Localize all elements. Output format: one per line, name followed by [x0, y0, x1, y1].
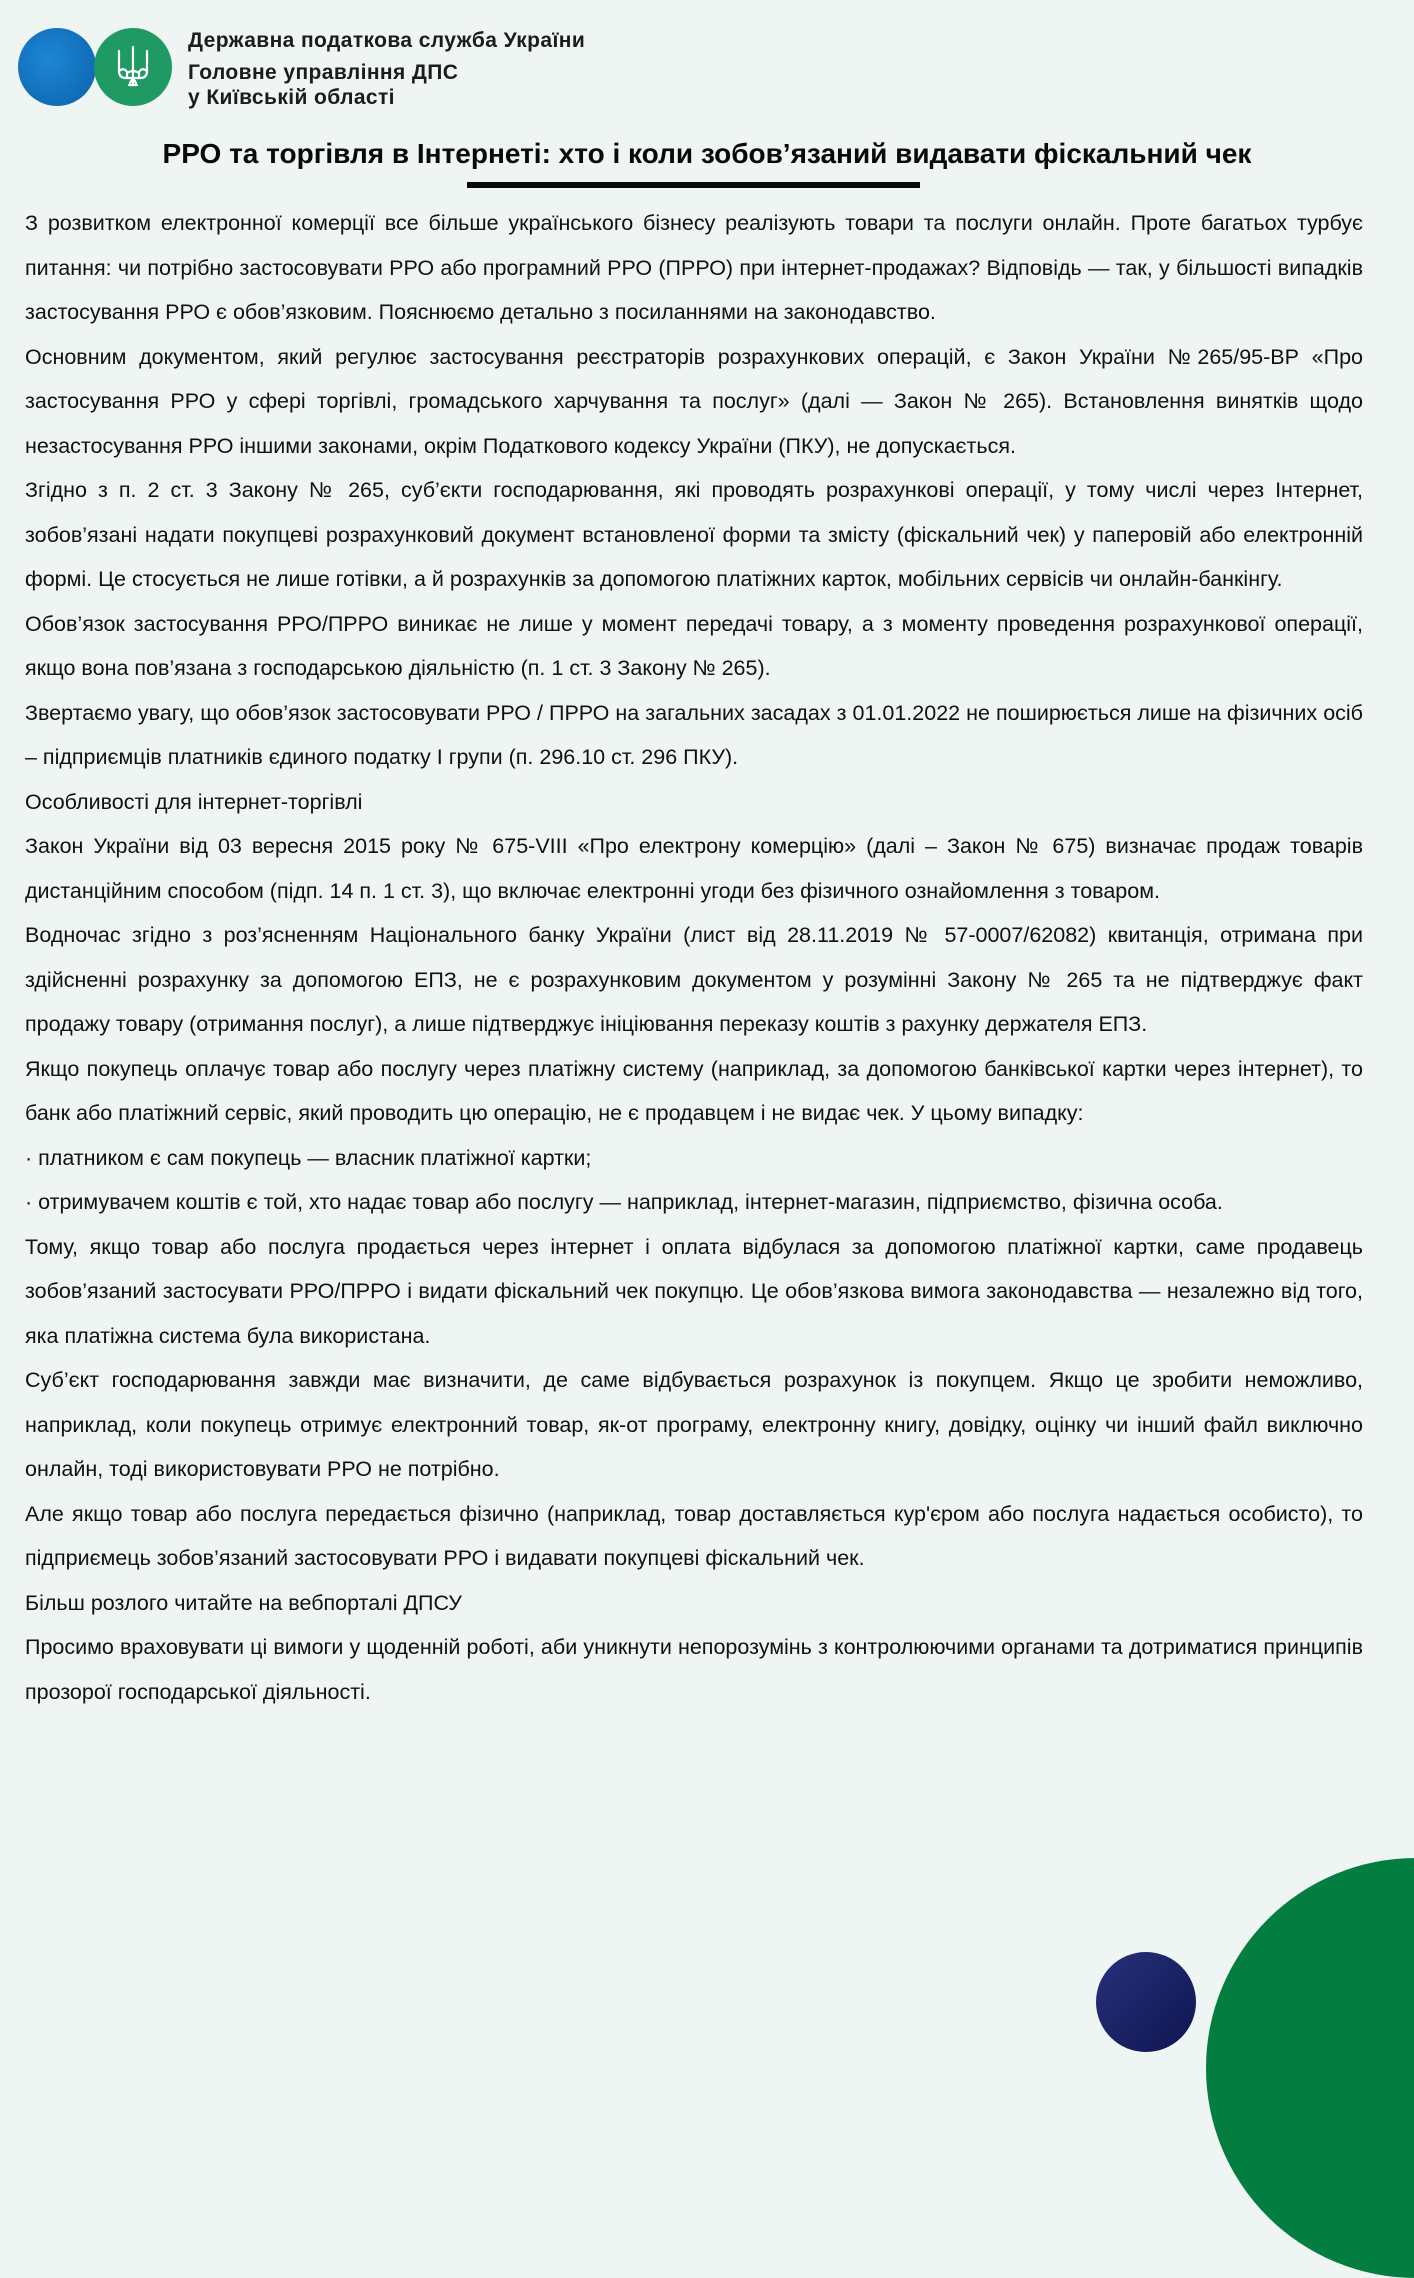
decorative-navy-circle: [1096, 1952, 1196, 2052]
paragraph-main-law: Основним документом, який регулює застосування реєстраторів розрахункових операцій, є Закон України №265/95-ВР «Про застосування РРО у сфері торгівлі, громадського харчування та послуг» (далі — Закон № 265). Встановлення винятків щодо незастосування РРО іншими законами, окрім Податкового кодексу України (ПКУ), не допускається.: [25, 344, 1363, 458]
trident-icon: [94, 28, 172, 106]
organization-name: [188, 28, 585, 110]
paragraph-online-goods: Суб’єкт господарювання завжди має визначити, де саме відбувається розрахунок із покупцем. Якщо це зробити неможливо, наприклад, коли покупець отримує електронний товар, як-от програму, електронну книгу, довідку, оцінку чи інший файл виключно онлайн, тоді використовувати РРО не потрібно.: [25, 1368, 1363, 1481]
paragraph-exemption: Звертаємо увагу, що обов’язок застосовувати РРО / ПРРО на загальних засадах з 01.01.2022 не поширюється лише на фізичних осіб – підприємців платників єдиного податку I групи (п. 296.10 ст. 296 ПКУ).: [25, 700, 1363, 769]
paragraph-intro: З розвитком електронної комерції все більше українського бізнесу реалізують товари та послуги онлайн. Проте багатьох турбує питання: чи потрібно застосовувати РРО або програмний РРО (ПРРО) при інтернет-продажах? Відповідь — так, у більшості випадків застосування РРО є обов’язковим. Пояснюємо детально з посиланнями на законодавство.: [25, 211, 1363, 324]
org-line-1: Державна податкова служба України: [188, 29, 586, 52]
blue-circle-logo: [18, 28, 96, 106]
paragraph-physical-delivery: Але якщо товар або послуга передається фізично (наприклад, товар доставляється кур'єром або послуга надається особисто), то підприємець зобов’язаний застосовувати РРО і видавати покупцеві фіскальний чек.: [25, 1501, 1363, 1570]
article-body: [25, 201, 1363, 1714]
title-underline: [467, 182, 920, 188]
section-heading-internet-trade: Особливості для інтернет-торгівлі: [25, 789, 363, 814]
decorative-green-circle: [1206, 1858, 1414, 2278]
paragraph-moment: Обов’язок застосування РРО/ПРРО виникає не лише у момент передачі товару, а з моменту проведення розрахункової операції, якщо вона пов’язана з господарською діяльністю (п. 1 ст. 3 Закону № 265).: [25, 611, 1363, 680]
paragraph-nbu-clarification: Водночас згідно з роз’ясненням Національного банку України (лист від 28.11.2019 № 57-0007/62082) квитанція, отримана при здійсненні розрахунку за допомогою ЕПЗ, не є розрахунковим документом у розумінні Закону № 265 та не підтверджує факт продажу товару (отримання послуг), а лише підтверджує ініціювання переказу коштів з рахунку держателя ЕПЗ.: [25, 923, 1363, 1036]
list-item-recipient: · отримувачем коштів є той, хто надає товар або послугу — наприклад, інтернет-магазин, підприємство, фізична особа.: [25, 1190, 1223, 1214]
paragraph-closing: Просимо враховувати ці вимоги у щоденній роботі, аби уникнути непорозумінь з контролюючими органами та дотриматися принципів прозорої господарської діяльності.: [25, 1635, 1363, 1704]
read-more-text: Більш розлого читайте на вебпорталі ДПСУ: [25, 1590, 462, 1615]
page-header: [18, 28, 585, 110]
org-line-2: Головне управління ДПС: [188, 61, 459, 84]
paragraph-payment-system: Якщо покупець оплачує товар або послугу через платіжну систему (наприклад, за допомогою банківської картки через інтернет), то банк або платіжний сервіс, який проводить цю операцію, не є продавцем і не видає чек. У цьому випадку:: [25, 1056, 1363, 1125]
paragraph-ecommerce-law: Закон України від 03 вересня 2015 року № 675-VIII «Про електрону комерцію» (далі – Закон № 675) визначає продаж товарів дистанційним способом (підп. 14 п. 1 ст. 3), що включає електронні угоди без фізичного ознайомлення з товаром.: [25, 834, 1363, 903]
paragraph-obligation: Згідно з п. 2 ст. 3 Закону № 265, суб’єкти господарювання, які проводять розрахункові операції, у тому числі через Інтернет, зобов’язані надати покупцеві розрахунковий документ встановленої форми та змісту (фіскальний чек) у паперовій або електронній формі. Це стосується не лише готівки, а й розрахунків за допомогою платіжних карток, мобільних сервісів чи онлайн-банкінгу.: [25, 478, 1363, 591]
paragraph-seller-obligation: Тому, якщо товар або послуга продається через інтернет і оплата відбулася за допомогою платіжної картки, саме продавець зобов’язаний застосувати РРО/ПРРО і видати фіскальний чек покупцю. Це обов’язкова вимога законодавства — незалежно від того, яка платіжна система була використана.: [25, 1234, 1363, 1348]
org-line-3: у Київській області: [188, 86, 395, 109]
page-title: РРО та торгівля в Інтернеті: хто і коли зобов’язаний видавати фіскальний чек: [162, 138, 1252, 169]
list-item-payer: · платником є сам покупець — власник платіжної картки;: [25, 1145, 592, 1170]
